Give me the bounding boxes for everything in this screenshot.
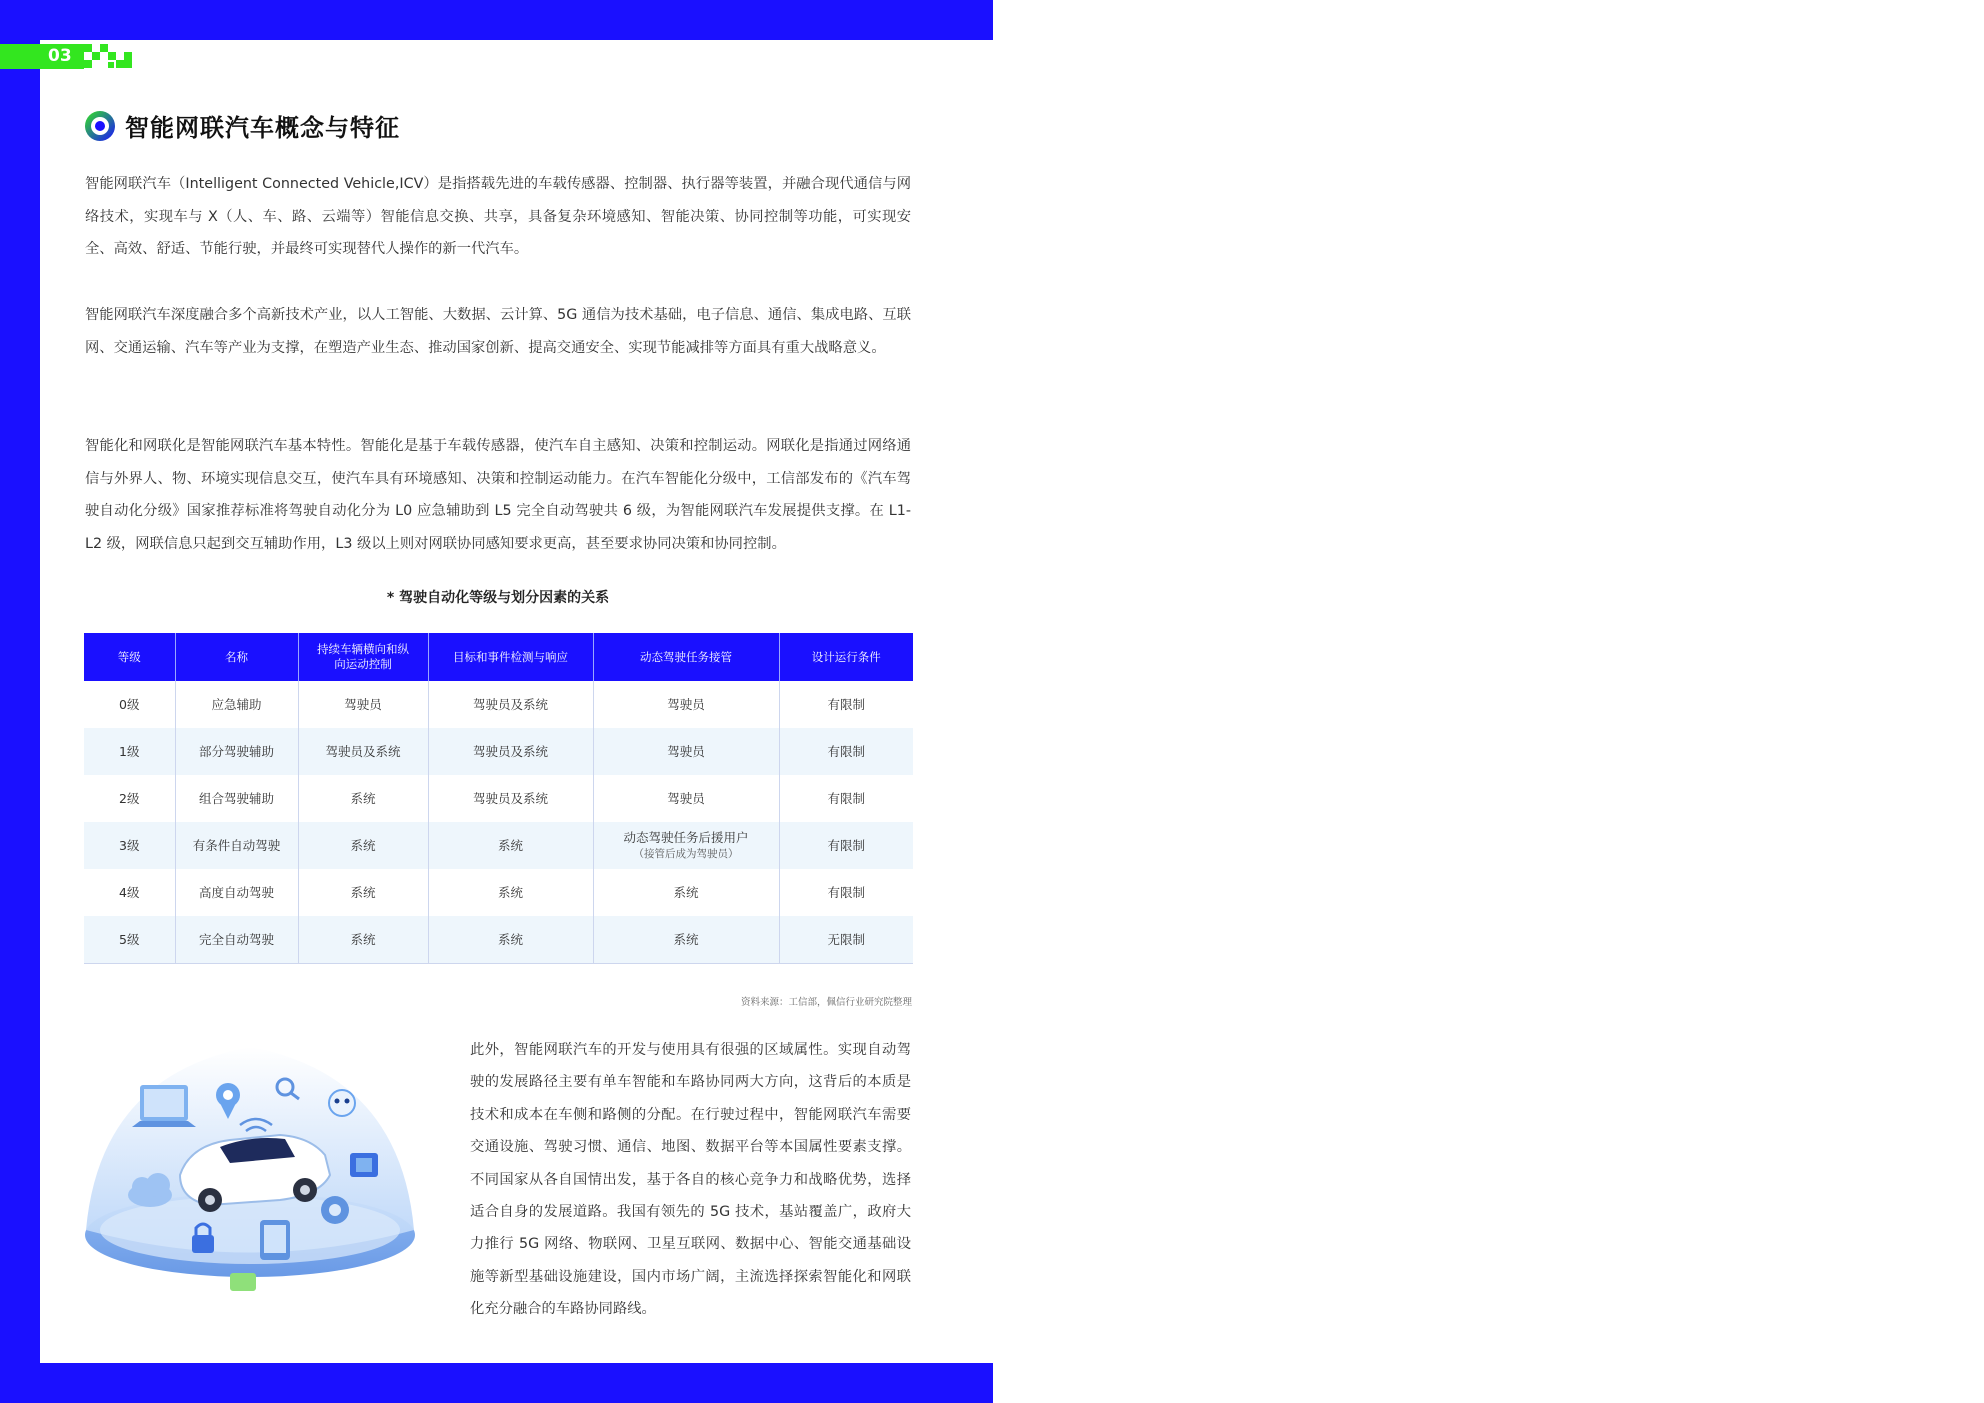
cell-motion-control: 系统	[298, 869, 428, 916]
phone-icon	[260, 1220, 290, 1260]
cell-takeover: 驾驶员	[593, 728, 779, 775]
automation-levels-table	[84, 633, 913, 964]
header-takeover: 动态驾驶任务接管	[593, 633, 779, 681]
header-level: 等级	[84, 633, 175, 681]
cell-takeover: 系统	[593, 916, 779, 964]
left-frame-bar	[0, 0, 40, 1403]
cell-motion-control: 系统	[298, 916, 428, 964]
paragraph-significance: 智能网联汽车深度融合多个高新技术产业，以人工智能、大数据、云计算、5G 通信为技术基础，电子信息、通信、集成电路、互联网、交通运输、汽车等产业为支撑，在塑造产业生态、推动国家创新、提高交通安全、实现节能减排等方面具有重大战略意义。	[85, 307, 911, 356]
cell-level: 1级	[84, 728, 175, 775]
cell-motion-control: 系统	[298, 822, 428, 869]
bottom-frame-bar	[0, 1363, 993, 1403]
cell-level: 0级	[84, 681, 175, 728]
table-row	[84, 775, 913, 822]
cell-level: 5级	[84, 916, 175, 964]
cell-detection-response: 驾驶员及系统	[428, 775, 593, 822]
cell-level: 3级	[84, 822, 175, 869]
cell-name: 有条件自动驾驶	[175, 822, 298, 869]
top-frame-bar	[0, 0, 993, 40]
connected-car-illustration	[80, 1035, 430, 1295]
cell-takeover: 系统	[593, 869, 779, 916]
paragraph-characteristics: 智能化和网联化是智能网联汽车基本特性。智能化是基于车载传感器，使汽车自主感知、决策和控制运动。网联化是指通过网络通信与外界人、物、环境实现信息交互，使汽车具有环境感知、决策和控制运动能力。在汽车智能化分级中，工信部发布的《汽车驾驶自动化分级》国家推荐标准将驾驶自动化分为 L0 应急辅助到 L5 完全自动驾驶共 6 级，为智能网联汽车发展提供支撑。在 L1-L2 级，网联信息只起到交互辅助作用，L3 级以上则对网联协同感知要求更高，甚至要求协同决策和协同控制。	[85, 438, 911, 552]
cell-takeover-note: （接管后成为驾驶员）	[633, 847, 739, 860]
table-row	[84, 916, 913, 964]
cell-takeover: 驾驶员	[593, 681, 779, 728]
cell-name: 组合驾驶辅助	[175, 775, 298, 822]
cell-detection-response: 驾驶员及系统	[428, 728, 593, 775]
data-block-icon	[230, 1273, 256, 1291]
chip-icon	[350, 1153, 378, 1177]
table-row	[84, 869, 913, 916]
table-header-row	[84, 633, 913, 681]
table-source-note: 资料来源：工信部，佩信行业研究院整理	[740, 997, 912, 1008]
header-operating-conditions: 设计运行条件	[779, 633, 913, 681]
cell-detection-response: 驾驶员及系统	[428, 681, 593, 728]
cell-takeover: 驾驶员	[593, 775, 779, 822]
gear-icon	[321, 1196, 349, 1224]
section-title-icon	[84, 110, 116, 142]
table-caption: * 驾驶自动化等级与划分因素的关系	[386, 590, 610, 606]
cell-operating-conditions: 有限制	[779, 728, 913, 775]
cell-detection-response: 系统	[428, 869, 593, 916]
cell-operating-conditions: 有限制	[827, 884, 865, 900]
header-name: 名称	[175, 633, 298, 681]
table-row	[84, 822, 913, 869]
paragraph-definition: 智能网联汽车（Intelligent Connected Vehicle,ICV）是指搭载先进的车载传感器、控制器、执行器等装置，并融合现代通信与网络技术，实现车与 X（人、车、路、云端等）智能信息交换、共享，具备复杂环境感知、智能决策、协同控制等功能，可实现安全、高效、舒适、节能行驶，并最终可实现替代人操作的新一代汽车。	[85, 176, 911, 257]
cell-operating-conditions: 有限制	[779, 822, 913, 869]
page-number: 03	[48, 46, 72, 66]
cell-motion-control: 驾驶员及系统	[298, 728, 428, 775]
cell-operating-conditions: 有限制	[827, 696, 865, 712]
cell-level: 2级	[84, 775, 175, 822]
cell-name: 部分驾驶辅助	[175, 728, 298, 775]
cell-takeover-main: 动态驾驶任务后援用户	[623, 829, 749, 845]
cell-motion-control: 驾驶员	[298, 681, 428, 728]
table-row	[84, 681, 913, 728]
header-detection-response: 目标和事件检测与响应	[428, 633, 593, 681]
cell-motion-control: 系统	[298, 775, 428, 822]
section-title: 智能网联汽车概念与特征	[125, 114, 400, 142]
table-row	[84, 728, 913, 775]
cell-name: 高度自动驾驶	[175, 869, 298, 916]
cell-operating-conditions: 有限制	[827, 790, 865, 806]
cell-detection-response: 系统	[428, 822, 593, 869]
cell-level: 4级	[84, 869, 175, 916]
cell-name: 完全自动驾驶	[175, 916, 298, 964]
robot-icon	[329, 1090, 355, 1116]
cell-operating-conditions: 无限制	[779, 916, 913, 964]
cell-takeover	[593, 822, 779, 869]
cell-name: 应急辅助	[175, 681, 298, 728]
paragraph-regional: 此外，智能网联汽车的开发与使用具有很强的区域属性。实现自动驾驶的发展路径主要有单车智能和车路协同两大方向，这背后的本质是技术和成本在车侧和路侧的分配。在行驶过程中，智能网联汽车需要交通设施、驾驶习惯、通信、地图、数据平台等本国属性要素支撑。不同国家从各自国情出发，基于各自的核心竞争力和战略优势，选择适合自身的发展道路。我国有领先的 5G 技术，基站覆盖广，政府大力推行 5G 网络、物联网、卫星互联网、数据中心、智能交通基础设施等新型基础设施建设，国内市场广阔，主流选择探索智能化和网联化充分融合的车路协同路线。	[470, 1042, 911, 1318]
header-motion-control: 持续车辆横向和纵向运动控制	[298, 633, 428, 681]
cell-detection-response: 系统	[428, 916, 593, 964]
